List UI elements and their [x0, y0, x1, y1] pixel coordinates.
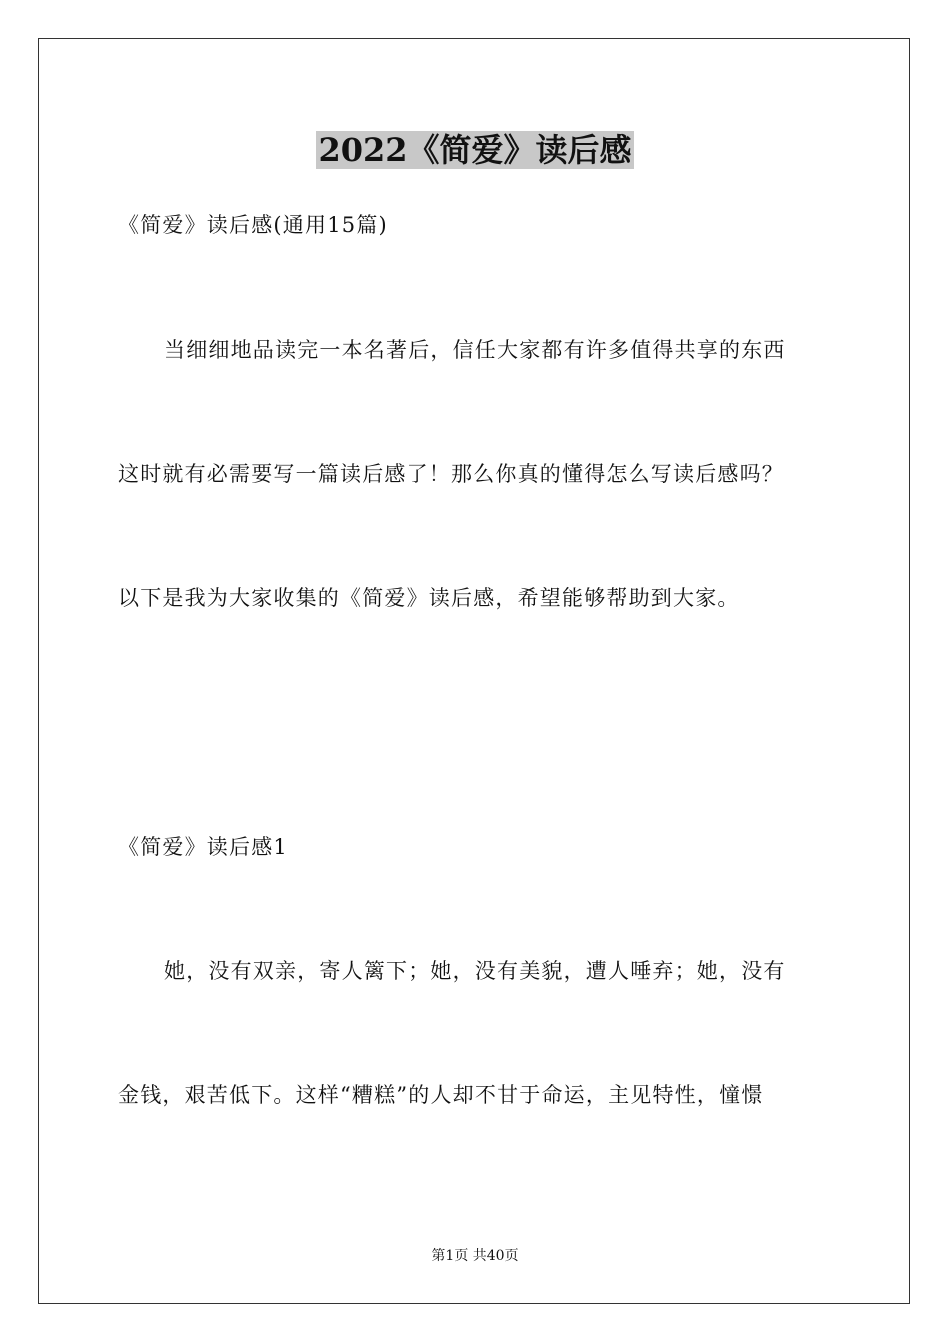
section-line-1: 她，没有双亲，寄人篱下；她，没有美貌，遭人唾弃；她，没有 — [164, 959, 786, 983]
document-title — [0, 128, 950, 172]
intro-line-2: 这时就有必需要写一篇读后感了！那么你真的懂得怎么写读后感吗？ — [118, 462, 784, 486]
intro-line-1: 当细细地品读完一本名著后，信任大家都有许多值得共享的东西 — [164, 338, 786, 362]
document-subtitle: 《简爱》读后感(通用15篇) — [118, 213, 388, 237]
section-heading: 《简爱》读后感1 — [118, 835, 288, 859]
intro-line-3: 以下是我为大家收集的《简爱》读后感，希望能够帮助到大家。 — [118, 586, 740, 610]
document-title-text: 2022《简爱》读后感 — [318, 131, 632, 169]
section-line-2: 金钱，艰苦低下。这样“糟糕”的人却不甘于命运，主见特性，憧憬 — [118, 1083, 764, 1107]
page-number-footer: 第1页 共40页 — [431, 1248, 519, 1264]
